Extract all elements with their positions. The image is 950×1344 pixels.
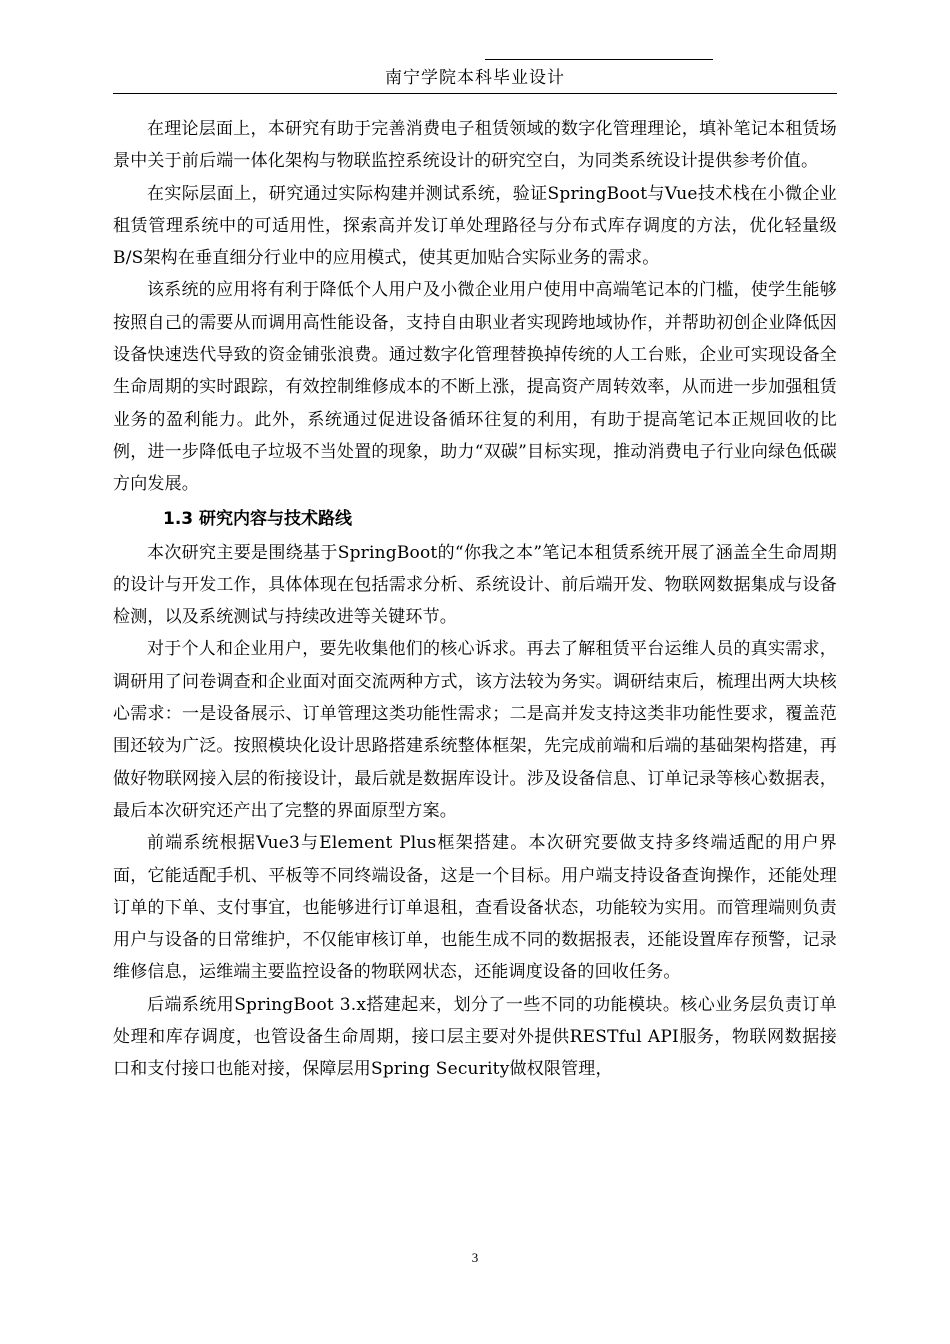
paragraph: 前端系统根据Vue3与Element Plus框架搭建。本次研究要做支持多终端适配的用户界面，它能适配手机、平板等不同终端设备，这是一个目标。用户端支持设备查询操作，还能处理订单的下单、支付事宜，也能够进行订单退租，查看设备状态，功能较为实用。而管理端则负责用户与设备的日常维护，不仅能审核订单，也能生成不同的数据报表，还能设置库存预警，记录维修信息，运维端主要监控设备的物联网状态，还能调度设备的回收任务。 (113, 833, 837, 983)
paragraph: 后端系统用SpringBoot 3.x搭建起来，划分了一些不同的功能模块。核心业务层负责订单处理和库存调度，也管设备生命周期，接口层主要对外提供RESTful API服务，物联网数据接口和支付接口也能对接，保障层用Spring Security做权限管理， (113, 994, 837, 1080)
header-divider (113, 93, 837, 94)
body-text (113, 113, 837, 1086)
page-header-title: 南宁学院本科毕业设计 (385, 68, 565, 88)
paragraph: 在理论层面上，本研究有助于完善消费电子租赁领域的数字化管理理论，填补笔记本租赁场景中关于前后端一体化架构与物联监控系统设计的研究空白，为同类系统设计提供参考价值。 (113, 119, 837, 172)
paragraph: 在实际层面上，研究通过实际构建并测试系统，验证SpringBoot与Vue技术栈在小微企业租赁管理系统中的可适用性，探索高并发订单处理路径与分布式库存调度的方法，优化轻量级B/S架构在垂直细分行业中的应用模式，使其更加贴合实际业务的需求。 (113, 183, 837, 269)
paragraph: 对于个人和企业用户，要先收集他们的核心诉求。再去了解租赁平台运维人员的真实需求，调研用了问卷调查和企业面对面交流两种方式，该方法较为务实。调研结束后，梳理出两大块核心需求：一是设备展示、订单管理这类功能性需求；二是高并发支持这类非功能性要求，覆盖范围还较为广泛。按照模块化设计思路搭建系统整体框架，先完成前端和后端的基础架构搭建，再做好物联网接入层的衔接设计，最后就是数据库设计。涉及设备信息、订单记录等核心数据表，最后本次研究还产出了完整的界面原型方案。 (113, 639, 837, 821)
paragraph: 该系统的应用将有利于降低个人用户及小微企业用户使用中高端笔记本的门槛，使学生能够按照自己的需要从而调用高性能设备，支持自由职业者实现跨地域协作，并帮助初创企业降低因设备快速迭代导致的资金铺张浪费。通过数字化管理替换掉传统的人工台账，企业可实现设备全生命周期的实时跟踪，有效控制维修成本的不断上涨，提高资产周转效率，从而进一步加强租赁业务的盈利能力。此外，系统通过促进设备循环往复的利用，有助于提高笔记本正规回收的比例，进一步降低电子垃圾不当处置的现象，助力“双碳”目标实现，推动消费电子行业向绿色低碳方向发展。 (113, 280, 837, 495)
page-number: 3 (471, 1250, 479, 1265)
section-heading: 1.3 研究内容与技术路线 (163, 508, 353, 529)
paragraph: 本次研究主要是围绕基于SpringBoot的“你我之本”笔记本租赁系统开展了涵盖全生命周期的设计与开发工作，具体体现在包括需求分析、系统设计、前后端开发、物联网数据集成与设备检测，以及系统测试与持续改进等关键环节。 (113, 542, 837, 628)
top-decorative-rule (485, 59, 713, 60)
